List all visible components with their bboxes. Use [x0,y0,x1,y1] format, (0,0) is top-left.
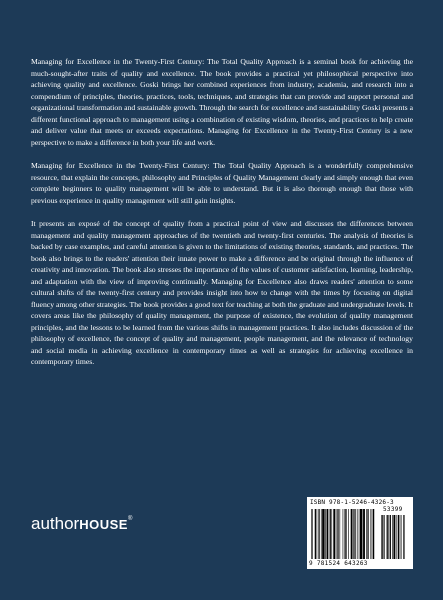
barcode-bar [338,509,339,559]
price-addon-number: 53399 [383,506,403,513]
barcode-bar [359,509,360,559]
publisher-logo [31,514,132,534]
ean-number: 9 781524 643263 [309,560,368,567]
barcode-bar [357,509,358,559]
registered-mark: ® [127,516,133,522]
isbn-number: ISBN 978-1-5246-4326-3 [310,499,394,506]
barcode-bar [396,515,397,559]
barcode-bar [381,515,382,559]
back-cover-blurb [31,56,413,380]
barcode-bar [333,509,335,559]
barcode-bar [336,509,337,559]
barcode-bar [373,509,374,559]
ean-barcode-bars [311,509,375,559]
publisher-logo-author: author [31,514,80,533]
isbn-barcode [307,497,413,569]
barcode-bar [317,509,318,559]
barcode-bar [354,509,355,559]
barcode-bar [367,509,368,559]
addon-barcode-bars [381,515,409,559]
barcode-bar [382,515,383,559]
barcode-bar [344,509,345,559]
barcode-bar [311,509,312,559]
barcode-bar [392,515,393,559]
barcode-bar [372,509,373,559]
barcode-bar [398,515,399,559]
barcode-bar [351,509,353,559]
barcode-bar [393,515,395,559]
barcode-bar [331,509,332,559]
barcode-bar [346,509,347,559]
barcode-bar [327,509,329,559]
blurb-paragraph-1: Managing for Excellence in the Twenty-First Century: The Total Quality Approach is a seminal book for achieving the much-sought-after traits of quality and excellence. The book provides a practical yet philosophical perspective into achieving quality and excellence. Goski brings her combined experiences from industry, academia, and research into a compendium of principles, theories, practices, tools, techniques, and strategies that can provide and support personal and organizational transformation and sustainable growth. Through the search for excellence and sustainability Goski presents a different functional approach to management using a combination of existing wisdom, theories, and practices to help create and deliver value that meets or exceeds expectations. Managing for Excellence in the Twenty-First Century is a new perspective to make a difference in both your life and work. [31,57,413,147]
barcode-bar [371,509,372,559]
barcode-bar [315,509,316,559]
barcode-bar [312,509,313,559]
barcode-bar [403,515,404,559]
barcode-bar [387,515,388,559]
barcode-bar [337,509,338,559]
barcode-bar [363,509,365,559]
barcode-bar [321,509,322,559]
barcode-bar [330,509,331,559]
barcode-bar [360,509,362,559]
blurb-paragraph-3: It presents an exposé of the concept of quality from a practical point of view and discusses the differences between management and quality management approaches of the twentieth and twenty-first centuries. The analysis of theories is backed by case examples, and careful attention is given to the limitations of existing theories, standards, and practices. The book also brings to the readers' attention their innate power to make a difference and be original through the influence of creativity and innovation. The book also stresses the importance of the values of customer satisfaction, learning, leadership, and adaptation with the view of improving continually. Managing for Excellence also draws readers' attention to some cultural shifts of the twenty-first century and provides insight into how to change with the times by focusing on digital fluency among other strategies. The book provides a good text for teaching at both the graduate and undergraduate levels. It covers areas like the philosophy of quality management, the purpose of existence, the evolution of quality management principles, and the lessons to be learned from the various shifts in management practices. It also includes discussion of the philosophy of excellence, the concept of quality and management, people management, and the relevance of technology and social media in achieving excellence in contemporary times as well as strategies for achieving excellence in contemporary times. [31,219,413,366]
barcode-bar [353,509,354,559]
barcode-bar [366,509,367,559]
barcode-bar [400,515,401,559]
blurb-paragraph-2: Managing for Excellence in the Twenty-First Century: The Total Quality Approach is a wonderfully comprehensive resource, that explain the concepts, philosophy and Principles of Quality Management clearly and simply enough that even complete beginners to quality management will be able to understand. But it is also thorough enough that those with previous experience in quality management will still gain insights. [31,161,413,205]
barcode-bar [348,509,349,559]
barcode-bar [322,509,324,559]
publisher-logo-house: HOUSE [79,517,128,532]
barcode-bar [401,515,402,559]
barcode-bar [340,509,341,559]
barcode-bar [343,509,344,559]
barcode-bar [388,515,389,559]
barcode-bar [325,509,326,559]
barcode-bar [384,515,385,559]
barcode-bar [318,509,319,559]
barcode-bar [390,515,391,559]
